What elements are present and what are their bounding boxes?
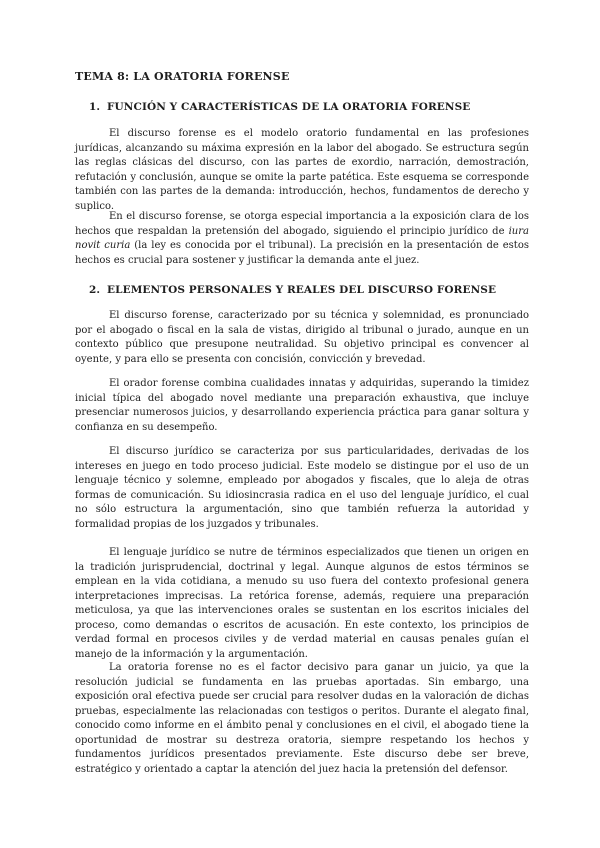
section-2-heading: [89, 284, 496, 296]
section-2-paragraph-3: El discurso jurídico se caracteriza por sus particularidades, derivadas de los intereses en juego en todo proceso judicial. Este modelo se distingue por el uso de un lenguaje técnico y solemne, empleado por abogados y fiscales, que lo aleja de otras formas de comunicación. Su idiosincrasia radica en el uso del lenguaje jurídico, el cual no sólo estructura la argumentación, sino que también refuerza la autoridad y formalidad propias de los juzgados y tribunales.: [75, 446, 529, 530]
latin-phrase: iura novit curia: [75, 225, 529, 251]
section-2-number: 2.: [89, 284, 101, 296]
section-2-paragraph-1: El discurso forense, caracterizado por su técnica y solemnidad, es pronunciado por el abogado o fiscal en la sala de vistas, dirigido al tribunal o jurado, aunque en un contexto público que presupone neutralidad. Su objetivo principal es convencer al oyente, y para ello se presenta con concisión, convicción y brevedad.: [75, 310, 529, 365]
section-1-paragraph-2: [75, 210, 529, 268]
paragraph-text-after: (la ley es conocida por el tribunal). La precisión en la presentación de estos hechos es crucial para sostener y justificar la demanda ante el juez.: [75, 240, 529, 266]
section-2-title: ELEMENTOS PERSONALES Y REALES DEL DISCURSO FORENSE: [107, 284, 497, 296]
section-2-paragraph-5: La oratoria forense no es el factor decisivo para ganar un juicio, ya que la resolución judicial se fundamenta en las pruebas aportadas. Sin embargo, una exposición oral efectiva puede ser crucial para resolver dudas en la valoración de dichas pruebas, especialmente las relacionadas con testigos o peritos. Durante el alegato final, conocido como informe en el ámbito penal y conclusiones en el civil, el abogado tiene la oportunidad de mostrar su destreza oratoria, siempre respetando los hechos y fundamentos jurídicos presentados previamente. Este discurso debe ser breve, estratégico y orientado a captar la atención del juez hacia la pretensión del defensor.: [75, 662, 529, 775]
section-1-title: FUNCIÓN Y CARACTERÍSTICAS DE LA ORATORIA FORENSE: [107, 101, 471, 113]
section-1-paragraph-1: El discurso forense es el modelo oratorio fundamental en las profesiones jurídicas, alcanzando su máxima expresión en la labor del abogado. Se estructura según las reglas clásicas del discurso, con las partes de exordio, narración, demostración, refutación y conclusión, aunque se omite la parte patética. Este esquema se corresponde también con las partes de la demanda: introducción, hechos, fundamentos de derecho y suplico.: [75, 128, 529, 212]
section-1-number: 1.: [89, 101, 101, 113]
document-title: TEMA 8: LA ORATORIA FORENSE: [75, 70, 290, 83]
section-2-paragraph-2: El orador forense combina cualidades innatas y adquiridas, superando la timidez inicial típica del abogado novel mediante una preparación exhaustiva, que incluye presenciar numerosos juicios, y desarrollando experiencia práctica para ganar soltura y confianza en su desempeño.: [75, 378, 529, 433]
paragraph-text-before: En el discurso forense, se otorga especial importancia a la exposición clara de los hechos que respaldan la pretensión del abogado, siguiendo el principio jurídico de: [75, 211, 529, 237]
section-1-heading: [89, 101, 470, 113]
section-2-paragraph-4: El lenguaje jurídico se nutre de términos especializados que tienen un origen en la tradición jurisprudencial, doctrinal y legal. Aunque algunos de estos términos se emplean en la vida cotidiana, a menudo su uso fuera del contexto profesional genera interpretaciones imprecisas. La retórica forense, además, requiere una preparación meticulosa, ya que las intervenciones orales se sustentan en los escritos iniciales del proceso, como demandas o escritos de acusación. En este contexto, los principios de verdad formal en procesos civiles y de verdad material en causas penales guían el manejo de la información y la argumentación.: [75, 547, 529, 660]
